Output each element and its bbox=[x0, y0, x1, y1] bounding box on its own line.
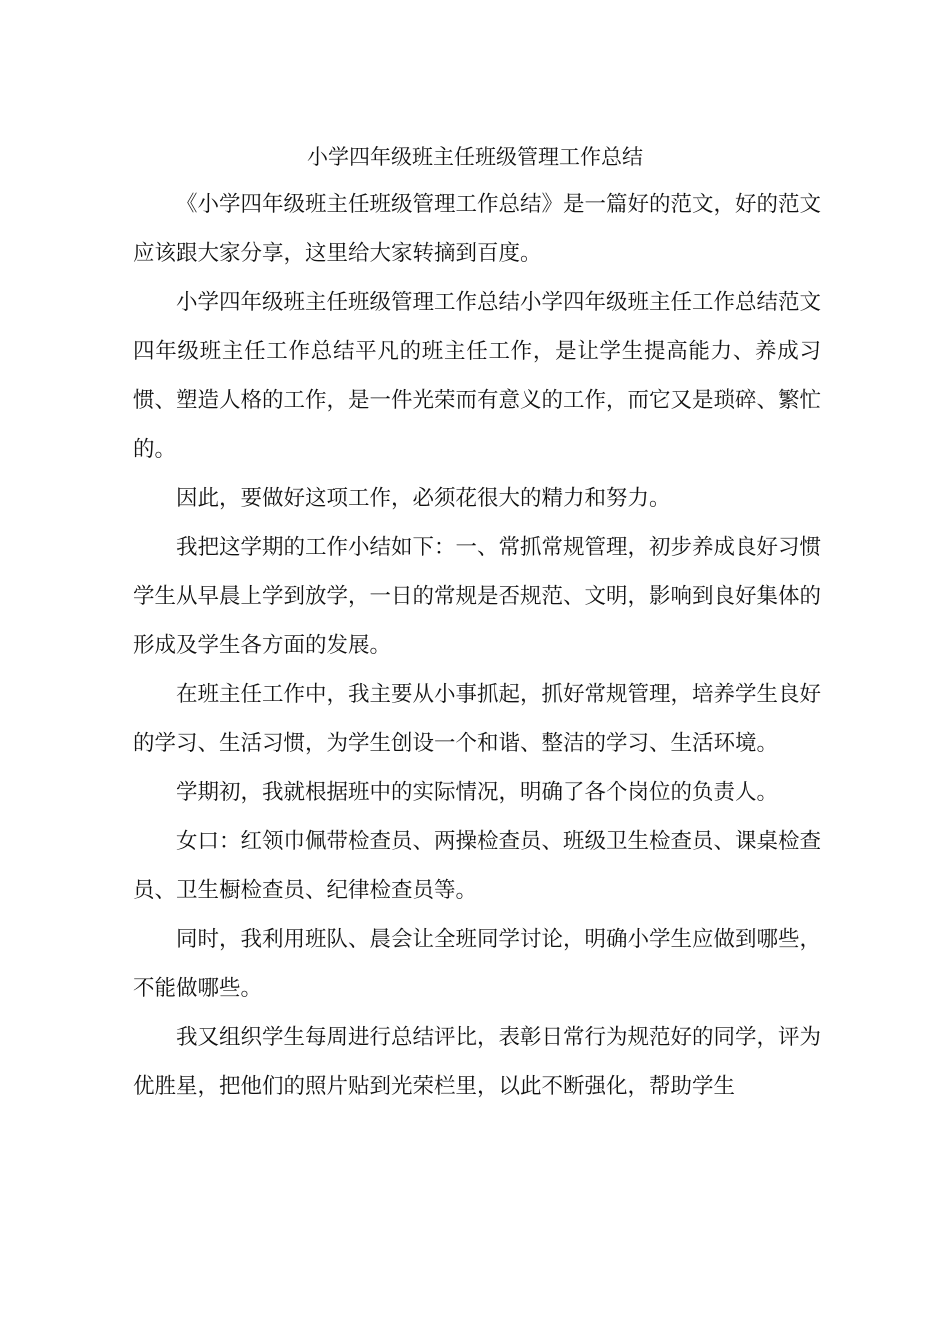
paragraph-weekly-review: 我又组织学生每周进行总结评比，表彰日常行为规范好的同学，评为优胜星，把他们的照片贴到光荣栏里，以此不断强化，帮助学生 bbox=[133, 1025, 822, 1099]
paragraph-effort: 因此，要做好这项工作，必须花很大的精力和努力。 bbox=[176, 486, 671, 511]
paragraph-inspectors: 女口：红领巾佩带检查员、两操检查员、班级卫生检查员、课桌检查员、卫生橱检查员、纪律检查员等。 bbox=[133, 829, 822, 903]
paragraph-small-things: 在班主任工作中，我主要从小事抓起，抓好常规管理，培养学生良好的学习、生活习惯，为学生创设一个和谐、整洁的学习、生活环境。 bbox=[133, 682, 822, 756]
paragraph-intro: 《小学四年级班主任班级管理工作总结》是一篇好的范文，好的范文应该跟大家分享，这里给大家转摘到百度。 bbox=[133, 192, 822, 266]
paragraph-term-start: 学期初，我就根据班中的实际情况，明确了各个岗位的负责人。 bbox=[176, 780, 779, 805]
paragraph-summary-routine: 我把这学期的工作小结如下：一、常抓常规管理，初步养成良好习惯学生从早晨上学到放学，一日的常规是否规范、文明，影响到良好集体的形成及学生各方面的发展。 bbox=[133, 535, 822, 658]
document-body bbox=[133, 180, 821, 1111]
paragraph-discussion: 同时，我利用班队、晨会让全班同学讨论，明确小学生应做到哪些，不能做哪些。 bbox=[133, 927, 822, 1001]
document-title: 小学四年级班主任班级管理工作总结 bbox=[307, 145, 643, 169]
paragraph-overview: 小学四年级班主任班级管理工作总结小学四年级班主任工作总结范文四年级班主任工作总结平凡的班主任工作，是让学生提高能力、养成习惯、塑造人格的工作，是一件光荣而有意义的工作，而它又是琐碎、繁忙的。 bbox=[133, 290, 822, 462]
